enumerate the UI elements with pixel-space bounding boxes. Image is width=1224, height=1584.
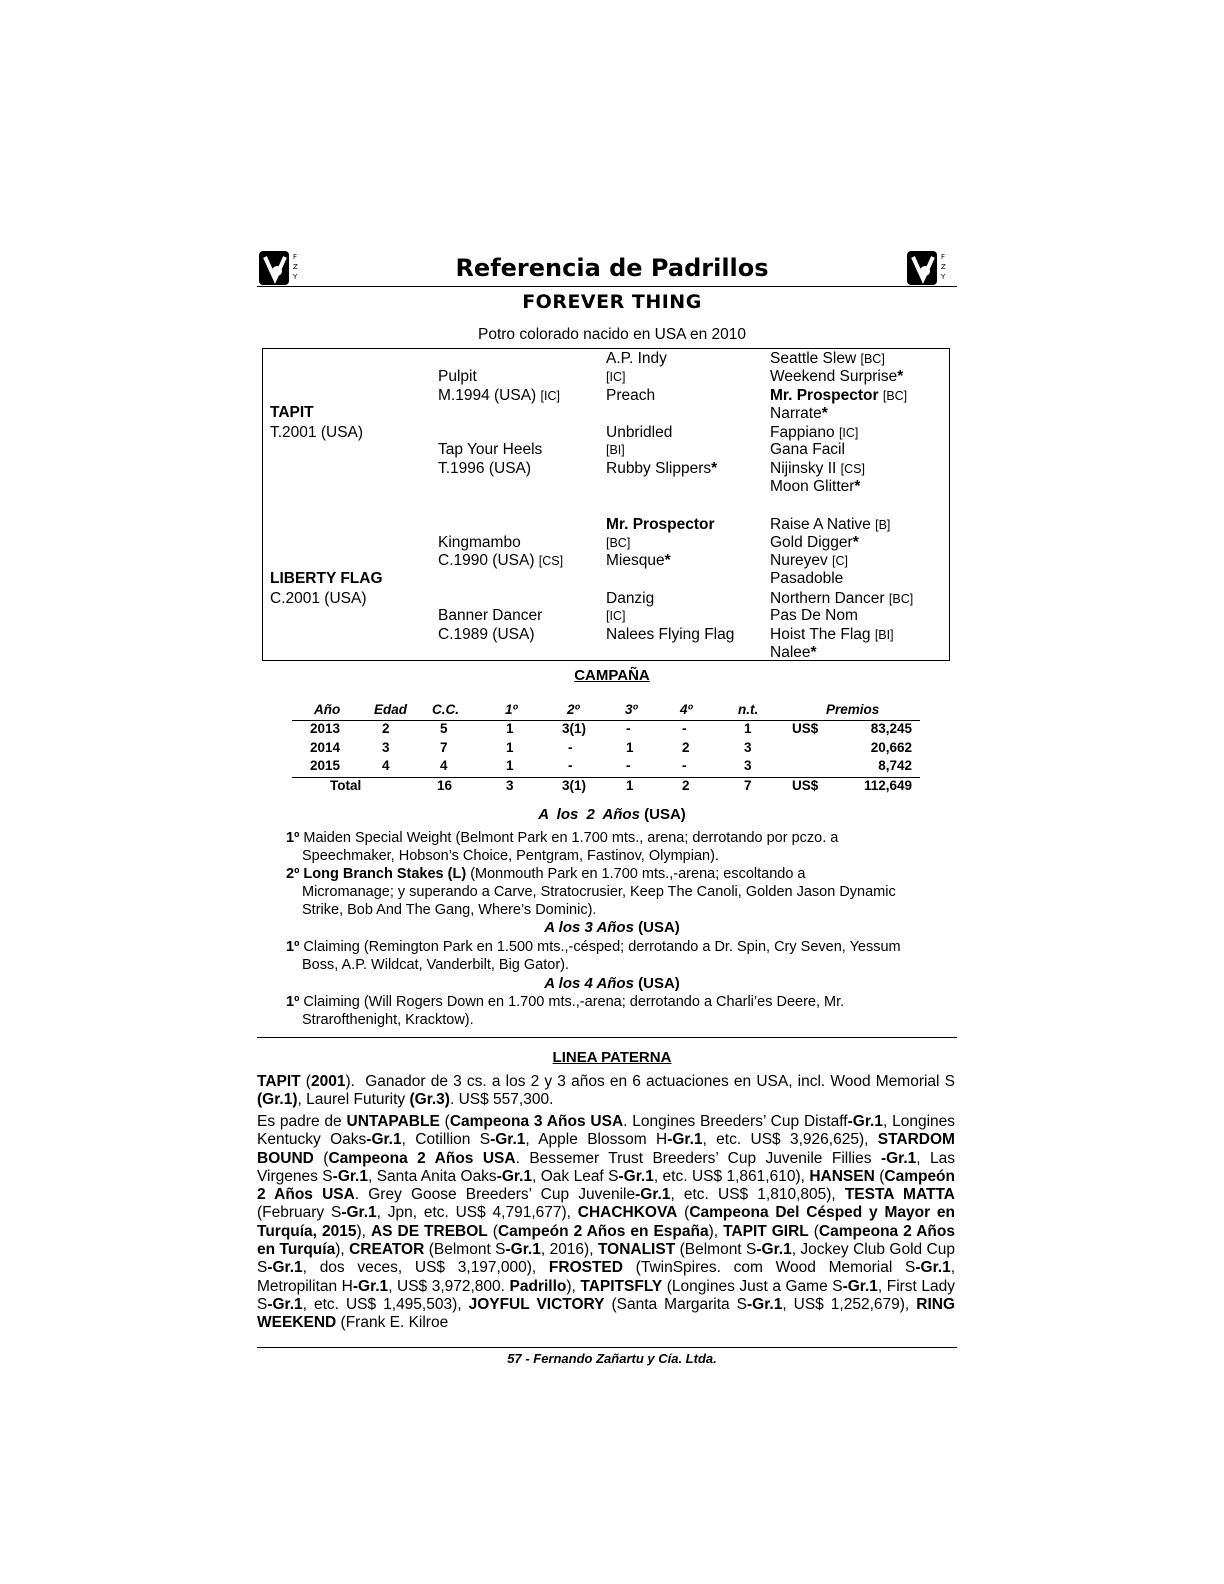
pedigree-g3-tag: [BI] xyxy=(606,443,625,457)
pedigree-g2-name: Pulpit xyxy=(438,368,477,385)
pedigree-g2-name: Banner Dancer xyxy=(438,607,543,624)
pedigree-g3-tag: [IC] xyxy=(606,609,626,623)
section-divider xyxy=(257,1037,957,1038)
pedigree-g4-name: Gold Digger* xyxy=(770,534,859,551)
sire-line-paragraph-1: TAPIT (2001). Ganador de 3 cs. a los 2 y 3 años en 6 actuaciones en USA, incl. Wood Memorial S (Gr.1), Laurel Futurity (Gr.3). US$ 557,300. xyxy=(257,1073,955,1109)
pedigree-g2-name: Kingmambo xyxy=(438,534,521,551)
pedigree-g3-name: Danzig xyxy=(606,590,655,607)
pedigree-g4-name: Fappiano [IC] xyxy=(770,424,859,441)
pedigree-g4-name: Nijinsky II [CS] xyxy=(770,460,865,477)
campaign-total-row: Total 16 3 3(1) 1 2 7 US$ 112,649 xyxy=(330,777,912,793)
sire-line-paragraph-2: Es padre de UNTAPABLE (Campeona 3 Años USA. Longines Breeders’ Cup Distaff-Gr.1, Longines Kentucky Oaks-Gr.1, Cotillion S-Gr.1, Apple Blossom H-Gr.1, etc. US$ 3,926,625), STARDOM BOUND (Campeona 2 Años USA. Bessemer Trust Breeders’ Cup Juvenile Fillies -Gr.1, Las Virgenes S-Gr.1, Santa Anita Oaks-Gr.1, Oak Leaf S-Gr.1, etc. US$ 1,861,610), HANSEN (Campeón 2 Años USA. Grey Goose Breeders’ Cup Juvenile-Gr.1, etc. US$ 1,810,805), TESTA MATTA (February S-Gr.1, Jpn, etc. US$ 4,791,677), CHACHKOVA (Campeona Del Césped y Mayor en Turquía, 2015), AS DE TREBOL (Campeón 2 Años en España), TAPIT GIRL (Campeona 2 Años en Turquía), CREATOR (Belmont S-Gr.1, 2016), TONALIST (Belmont S-Gr.1, Jockey Club Gold Cup S-Gr.1, dos veces, US$ 3,197,000), FROSTED (TwinSpires. com Wood Memorial S-Gr.1, Metropilitan H-Gr.1, US$ 3,972,800. Padrillo), TAPITSFLY (Longines Just a Game S-Gr.1, First Lady S-Gr.1, etc. US$ 1,495,503), JOYFUL VICTORY (Santa Margarita S-Gr.1, US$ 1,252,679), RING WEEKEND (Frank E. Kilroe xyxy=(257,1113,956,1332)
pedigree-g4-name: Raise A Native [B] xyxy=(770,516,891,533)
svg-text:Z: Z xyxy=(293,263,298,271)
pedigree-g3-name: Unbridled xyxy=(606,424,673,441)
race-entry: 1º Maiden Special Weight (Belmont Park en 1.700 mts., arena; derrotando por pczo. a Speechmaker, Hobson’s Choice, Pentgram, Fastinov, Olympian). xyxy=(286,830,839,864)
campaign-table xyxy=(292,702,920,796)
campaign-row: 2015 4 4 1 - - - 3 8,742 xyxy=(292,758,920,778)
sire-line-title: LINEA PATERNA xyxy=(552,1049,672,1066)
pedigree-dam: LIBERTY FLAG xyxy=(270,570,383,587)
pedigree-g4-name: Moon Glitter* xyxy=(770,478,861,495)
pedigree-g4-name: Nureyev [C] xyxy=(770,552,849,569)
pedigree-g3-name: Miesque* xyxy=(606,552,671,569)
svg-text:Z: Z xyxy=(941,263,946,271)
pedigree-g2-name: Tap Your Heels xyxy=(438,441,543,458)
pedigree-g4-name: Weekend Surprise* xyxy=(770,368,904,385)
header-rule xyxy=(257,286,957,287)
pedigree-g4-name: Nalee* xyxy=(770,644,817,661)
footer-text: 57 - Fernando Zañartu y Cía. Ltda. xyxy=(507,1351,717,1366)
pedigree-g3-name: Rubby Slippers* xyxy=(606,460,718,477)
pedigree-g4-name: Pasadoble xyxy=(770,570,844,587)
svg-text:F: F xyxy=(293,253,298,261)
pedigree-sire-info: T.2001 (USA) xyxy=(270,424,364,441)
age2-heading: A los 2 Años (USA) xyxy=(538,806,686,823)
pedigree-g2-info: C.1989 (USA) xyxy=(438,626,535,643)
pedigree-dam-info: C.2001 (USA) xyxy=(270,590,367,607)
campaign-row: 2013 2 5 1 3(1) - - 1 US$ 83,245 xyxy=(310,721,912,736)
pedigree-g3-name: Preach xyxy=(606,387,656,404)
pedigree-g2-info: T.1996 (USA) xyxy=(438,460,532,477)
pedigree-g4-name: Narrate* xyxy=(770,405,828,422)
pedigree-g3-name: Nalees Flying Flag xyxy=(606,626,735,643)
pedigree-g3-name: A.P. Indy xyxy=(606,350,667,367)
race-entry: 1º Claiming (Will Rogers Down en 1.700 mts.,-arena; derrotando a Charli’es Deere, Mr. Strarofthenight, Kracktow). xyxy=(286,994,845,1028)
svg-text:F: F xyxy=(941,253,946,261)
pedigree-g3-tag: [IC] xyxy=(606,370,626,384)
svg-text:Y: Y xyxy=(941,273,946,281)
campaign-title: CAMPAÑA xyxy=(574,667,650,684)
pedigree-g2-info: M.1994 (USA) [IC] xyxy=(438,387,560,404)
pedigree-g3-tag: [BC] xyxy=(606,536,631,550)
campaign-header-row: Año Edad C.C. 1º 2º 3º 4º n.t. Premios xyxy=(292,702,920,721)
footer-rule xyxy=(257,1347,957,1348)
horse-name: FOREVER THING xyxy=(522,291,702,313)
svg-text:Y: Y xyxy=(293,273,298,281)
race-entry: 1º Claiming (Remington Park en 1.500 mts.,-césped; derrotando a Dr. Spin, Cry Seven, Yessum Boss, A.P. Wildcat, Vanderbilt, Big Gator). xyxy=(286,939,901,973)
pedigree-g4-name: Northern Dancer [BC] xyxy=(770,590,914,607)
pedigree-g4-name: Seattle Slew [BC] xyxy=(770,350,885,367)
horse-subtitle: Potro colorado nacido en USA en 2010 xyxy=(478,326,746,343)
age4-heading: A los 4 Años (USA) xyxy=(544,975,680,992)
pedigree-g4-name: Mr. Prospector [BC] xyxy=(770,387,908,404)
campaign-row: 2014 3 7 1 - 1 2 3 20,662 xyxy=(310,739,912,755)
age3-heading: A los 3 Años (USA) xyxy=(544,919,680,936)
pedigree-g2-info: C.1990 (USA) [CS] xyxy=(438,552,564,569)
race-entry: 2º Long Branch Stakes (L) (Monmouth Park en 1.700 mts.,-arena; escoltando a Micromanage; y superando a Carve, Stratocrusier, Keep The Canoli, Golden Jason Dynamic Strike, Bob And The Gang, Where’s Dominic). xyxy=(286,866,896,918)
pedigree-g4-name: Gana Facil xyxy=(770,441,845,458)
pedigree-g4-name: Hoist The Flag [BI] xyxy=(770,626,894,643)
pedigree-sire: TAPIT xyxy=(270,404,314,421)
pedigree-g3-name: Mr. Prospector xyxy=(606,516,715,533)
page-title: Referencia de Padrillos xyxy=(455,254,769,282)
pedigree-g4-name: Pas De Nom xyxy=(770,607,858,624)
